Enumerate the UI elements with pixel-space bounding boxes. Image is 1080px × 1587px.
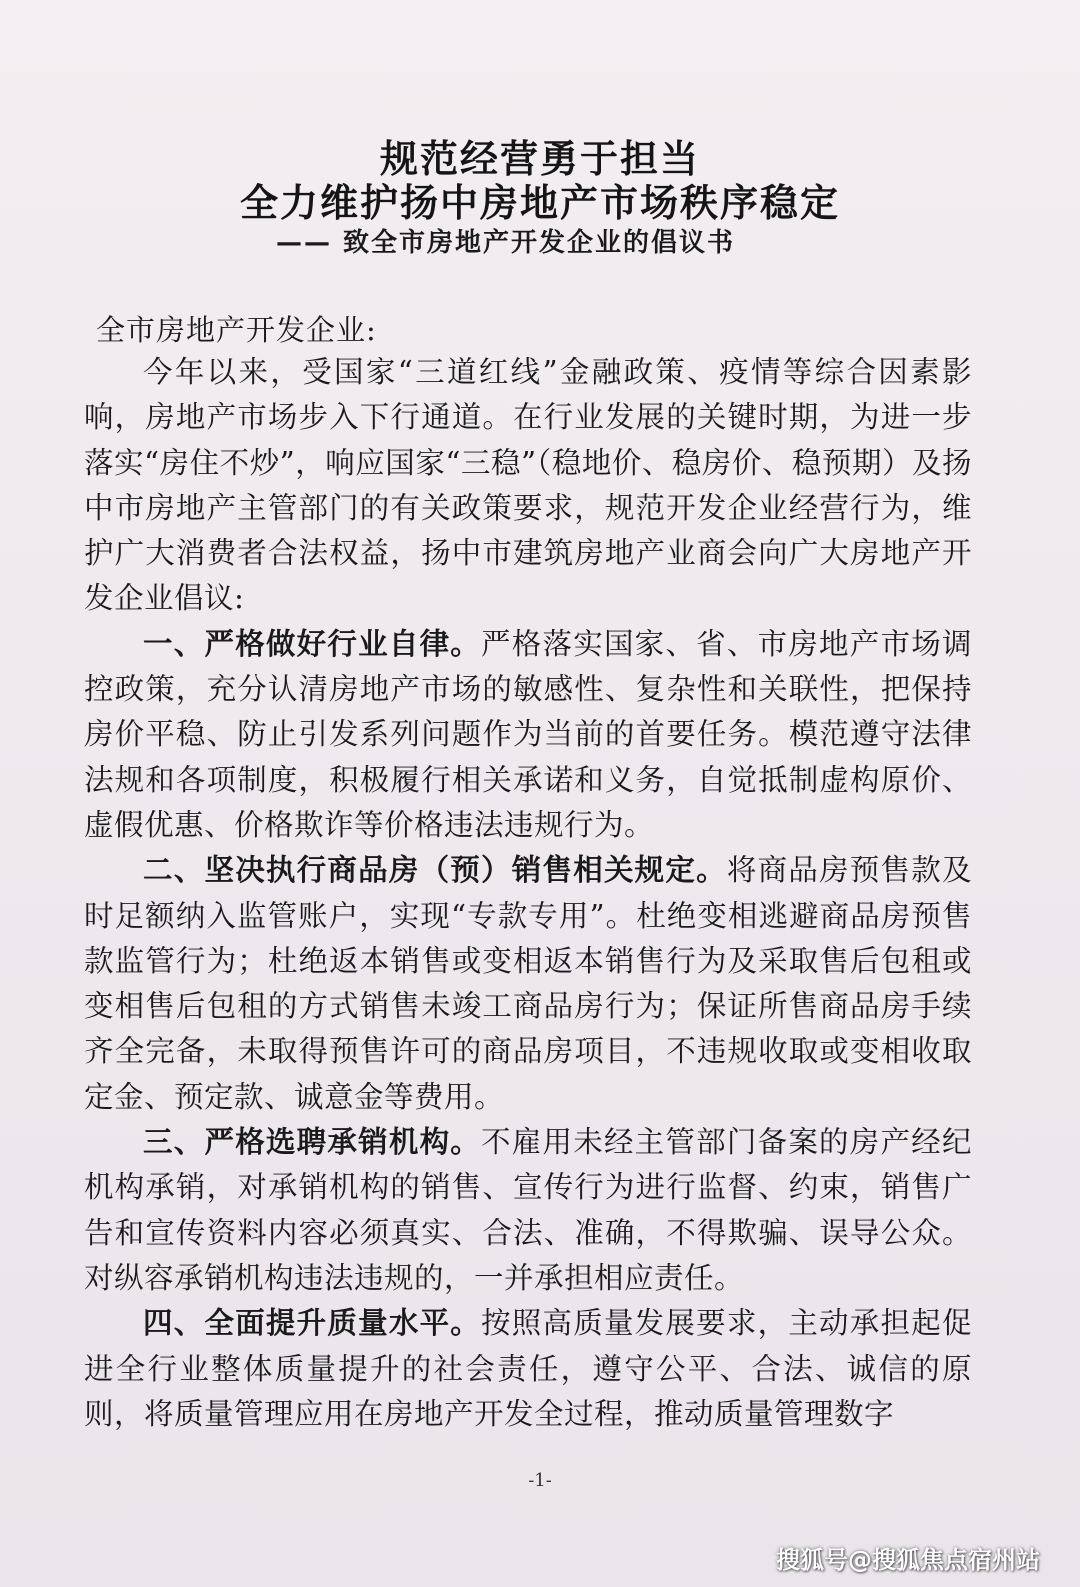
paragraph-lead: 一、严格做好行业自律。 [143, 626, 482, 661]
paragraph-lead: 四、全面提升质量水平。 [143, 1306, 482, 1341]
paragraph-item-1 [84, 622, 972, 848]
paragraph-lead: 三、严格选聘承销机构。 [143, 1125, 482, 1160]
paragraph-text: 将商品房预售款及时足额纳入监管账户，实现“专款专用”。杜绝变相逃避商品房预售款监管行为；杜绝返本销售或变相返本销售行为及采取售后包租或变相售后包租的方式销售未竣工商品房行为；保证所售商品房手续齐全完备，未取得预售许可的商品房项目，不违规收取或变相收取定金、预定款、诚意金等费用。 [84, 853, 972, 1114]
document-title-line-2: 全力维护扬中房地产市场秩序稳定 [239, 181, 840, 225]
paragraph-text: 按照高质量发展要求，主动承担起促进全行业整体质量提升的社会责任，遵守公平、合法、诚信的原则，将质量管理应用在房地产开发全过程，推动质量管理数字 [84, 1306, 972, 1431]
paragraph-text: 严格落实国家、省、市房地产市场调控政策，充分认清房地产市场的敏感性、复杂性和关联性，把保持房价平稳、防止引发系列问题作为当前的首要任务。模范遵守法律法规和各项制度，积极履行相关承诺和义务，自觉抵制虚构原价、虚假优惠、价格欺诈等价格违法违规行为。 [84, 626, 972, 842]
document-title-line-1: 规范经营勇于担当 [379, 137, 700, 181]
paragraph-item-4 [84, 1301, 972, 1437]
paragraph-item-2 [84, 848, 972, 1120]
document-subtitle: —— 致全市房地产开发企业的倡议书 [276, 228, 736, 258]
document-body [84, 350, 972, 1437]
paragraph-lead: 二、坚决执行商品房（预）销售相关规定。 [143, 853, 727, 888]
paragraph-intro [84, 350, 972, 622]
paragraph-text: 不雇用未经主管部门备案的房产经纪机构承销，对承销机构的销售、宣传行为进行监督、约束，销售广告和宣传资料内容必须真实、合法、准确，不得欺骗、误导公众。对纵容承销机构违法违规的，一并承担相应责任。 [84, 1125, 972, 1295]
paragraph-text: 今年以来，受国家“三道红线”金融政策、疫情等综合因素影响，房地产市场步入下行通道。在行业发展的关键时期，为进一步落实“房住不炒”，响应国家“三稳”（稳地价、稳房价、稳预期）及扬中市房地产主管部门的有关政策要求，规范开发企业经营行为，维护广大消费者合法权益，扬中市建筑房地产业商会向广大房地产开发企业倡议: [84, 355, 972, 616]
page-number: -1- [528, 1470, 552, 1491]
paragraph-item-3 [84, 1120, 972, 1301]
source-watermark: 搜狐号@搜狐焦点宿州站 [776, 1546, 1040, 1574]
salutation: 全市房地产开发企业: [96, 313, 377, 347]
